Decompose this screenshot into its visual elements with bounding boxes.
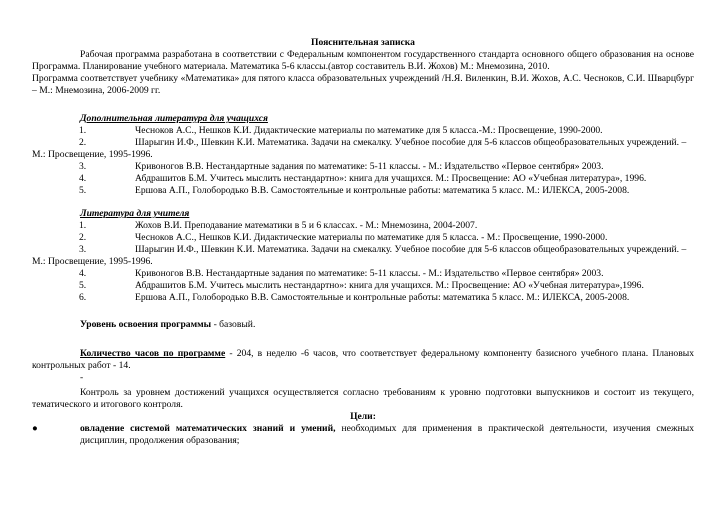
list-item-number: 5. <box>79 185 87 196</box>
list-item-text: Ершова А.П., Голобородько В.В. Самостоятельные и контрольные работы: математика 5 класс. М.: ИЛЕКСА, 2005-2008. <box>135 292 630 303</box>
list-item-number: 5. <box>79 280 87 291</box>
list-item-number: 4. <box>79 173 87 184</box>
list-item-text: Чесноков А.С., Нешков К.И. Дидактические материалы по математике для 5 класса. - М.: Просвещение, 1990-2000. <box>135 232 608 243</box>
list-item <box>32 161 694 173</box>
list-item <box>32 232 694 244</box>
level-line <box>80 319 694 331</box>
list-item-text: Абдрашитов Б.М. Учитесь мыслить нестандартно»: книга для учащихся. М.: Просвещение: АО «Учебная литература»,1996. <box>135 280 644 291</box>
list-item-number: 3. <box>79 161 87 172</box>
list-item <box>32 280 694 292</box>
intro-paragraph-2: Программа соответствует учебнику «Математика» для пятого класса образовательных учреждений /Н.Я. Виленкин, В.И. Жохов, А.С. Чесноков, С.И. Шварцбург – М.: Мнемозина, 2006-2009 гг. <box>32 73 694 96</box>
list-item <box>32 244 694 268</box>
list-item-number: 3. <box>79 244 87 255</box>
goal-item-bold: овладение системой математических знаний и умений, <box>80 423 336 434</box>
list-item <box>32 185 694 197</box>
list-item-number: 4. <box>79 268 87 279</box>
level-value: - базовый. <box>211 319 256 330</box>
list-item-text: Шарыгин И.Ф., Шевкин К.И. Математика. Задачи на смекалку. Учебное пособие для 5-6 классов общеобразовательных учреждений. – М.: Просвещение, 1995-1996. <box>32 244 687 267</box>
page-title: Пояснительная записка <box>311 37 415 48</box>
students-literature-list <box>32 125 694 197</box>
list-item-text: Ершова А.П., Голобородько В.В. Самостоятельные и контрольные работы: математика 5 класс. М.: ИЛЕКСА, 2005-2008. <box>135 185 630 196</box>
goals-heading: Цели: <box>350 411 376 422</box>
list-item-text: Абдрашитов Б.М. Учитесь мыслить нестандартно»: книга для учащихся. М.: Просвещение: АО «Учебная литература», 1996. <box>135 173 647 184</box>
goal-item-text: необходимых для применения в практической деятельности, изучения смежных дисциплин, продолжения образования; <box>80 423 694 446</box>
list-item-text: Чесноков А.С., Нешков К.И. Дидактические материалы по математике для 5 класса.-М.: Просвещение, 1990-2000. <box>135 125 603 136</box>
list-item <box>32 137 694 161</box>
document-page <box>32 0 694 447</box>
hours-label: Количество часов по программе <box>80 348 226 359</box>
list-item-text: Кривоногов В.В. Нестандартные задания по математике: 5-11 классы. - М.: Издательство «Первое сентября» 2003. <box>135 268 604 279</box>
control-paragraph: Контроль за уровнем достижений учащихся осуществляется согласно требованиям к уровню подготовки выпускников и состоит из текущего, тематического и итогового контроля. <box>32 387 694 410</box>
students-literature-heading: Дополнительная литература для учащихся <box>80 113 268 124</box>
list-item-number: 1. <box>79 220 87 231</box>
teacher-literature-heading: Литература для учителя <box>80 208 190 219</box>
list-item-number: 1. <box>79 125 87 136</box>
level-label: Уровень освоения программы <box>80 319 212 330</box>
list-item-number: 2. <box>79 137 87 148</box>
list-item-number: 2. <box>79 232 87 243</box>
list-item <box>32 268 694 280</box>
list-item-number: 6. <box>79 292 87 303</box>
intro-paragraph-1: Рабочая программа разработана в соответствии с Федеральным компонентом государственного стандарта основного общего образования на основе Программа. Планирование учебного материала. Математика 5-6 классы.(автор составитель В.И. Жохов) М.: Мнемозина, 2010. <box>32 49 694 72</box>
list-item <box>32 220 694 232</box>
list-item <box>32 173 694 185</box>
dash-line: - <box>80 372 84 383</box>
list-item-text: Шарыгин И.Ф., Шевкин К.И. Математика. Задачи на смекалку. Учебное пособие для 5-6 классов общеобразовательных учреждений. – М.: Просвещение, 1995-1996. <box>32 137 687 160</box>
bullet-icon: ● <box>32 423 38 434</box>
list-item-text: Кривоногов В.В. Нестандартные задания по математике: 5-11 классы. - М.: Издательство «Первое сентября» 2003. <box>135 161 604 172</box>
list-item-text: Жохов В.И. Преподавание математики в 5 и 6 классах. - М.: Мнемозина, 2004-2007. <box>135 220 478 231</box>
list-item <box>32 125 694 137</box>
hours-paragraph <box>32 348 694 372</box>
hours-text: - 204, в неделю -6 часов, что соответствует федеральному компоненту базисного учебного плана. Плановых контрольных работ - 14. <box>32 348 694 371</box>
teacher-literature-list <box>32 220 694 304</box>
list-item <box>32 292 694 304</box>
goal-item-1 <box>32 423 694 447</box>
